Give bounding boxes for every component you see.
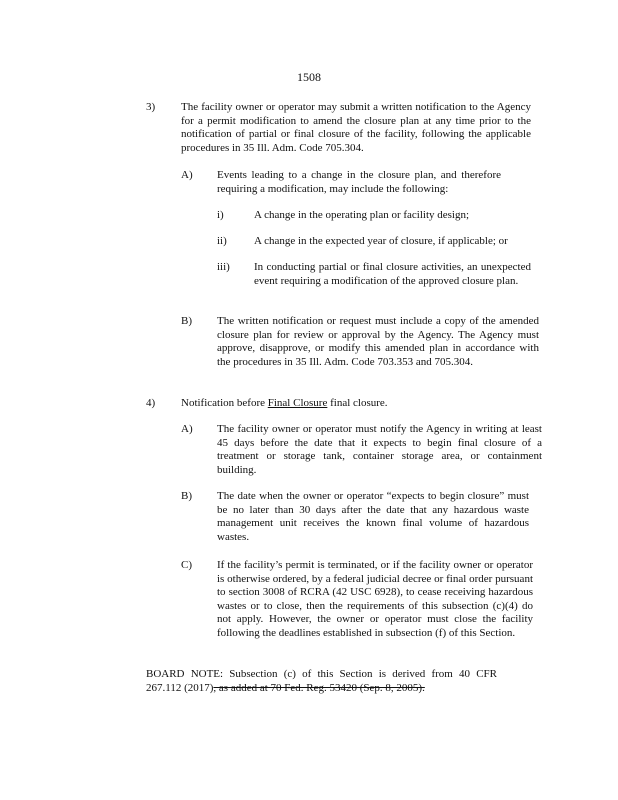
item-4-heading-suffix: final closure. <box>327 397 388 409</box>
item-4c-label: C) <box>181 559 192 571</box>
item-3-label: 3) <box>146 101 156 113</box>
item-4a-text: The facility owner or operator must notify the Agency in writing at least 45 days before the date that it expects to begin final closure of a treatment or storage tank, container storage area, or containment building. <box>217 423 542 476</box>
item-4a-label: A) <box>181 423 193 435</box>
item-4c-text: If the facility’s permit is terminated, or if the facility owner or operator is otherwise ordered, by a federal judicial decree or final order pursuant to section 3008 of RCRA (42 USC 6928), to cease receiving hazardous wastes or to close, then the requirements of this subsection (c)(4) do not apply. However, the owner or operator must close the facility following the deadlines established in subsection (f) of this Section. <box>217 559 533 639</box>
item-4-label: 4) <box>146 397 156 409</box>
item-4b-text: The date when the owner or operator “expects to begin closure” must be no later than 30 days after the date that any hazardous waste management unit receives the known final volume of hazardous wastes. <box>217 490 529 543</box>
item-3a-i-label: i) <box>217 209 224 221</box>
page-number: 1508 <box>297 70 321 84</box>
item-4-heading-underlined: Final Closure <box>267 397 328 409</box>
item-3a-label: A) <box>181 169 193 181</box>
item-3a-text: Events leading to a change in the closure plan, and therefore requiring a modification, may include the following: <box>217 169 501 195</box>
item-4b-label: B) <box>181 490 192 502</box>
item-3a-ii-text: A change in the expected year of closure, if applicable; or <box>254 235 508 247</box>
item-3a-iii-text: In conducting partial or final closure activities, an unexpected event requiring a modification of the approved closure plan. <box>254 261 531 287</box>
board-note <box>146 668 497 695</box>
item-3b-text: The written notification or request must include a copy of the amended closure plan for review or approval by the Agency. The Agency must approve, disapprove, or modify this amended plan in accordance with the procedures in 35 Ill. Adm. Code 703.353 and 705.304. <box>217 315 539 368</box>
board-note-struck: , as added at 70 Fed. Reg. 53420 (Sep. 8, 2005). <box>213 681 425 694</box>
item-3-text: The facility owner or operator may submit a written notification to the Agency for a permit modification to amend the closure plan at any time prior to the notification of partial or final closure of the facility, following the applicable procedures in 35 Ill. Adm. Code 705.304. <box>181 101 531 154</box>
item-3a-iii-label: iii) <box>217 261 230 273</box>
item-4-heading <box>181 397 501 411</box>
board-note-text: BOARD NOTE: Subsection (c) of this Section is derived from 40 CFR 267.112 (2017) <box>146 668 497 694</box>
item-4-heading-prefix: Notification before <box>181 397 268 409</box>
item-3b-label: B) <box>181 315 192 327</box>
item-3a-ii-label: ii) <box>217 235 227 247</box>
item-3a-i-text: A change in the operating plan or facility design; <box>254 209 470 221</box>
